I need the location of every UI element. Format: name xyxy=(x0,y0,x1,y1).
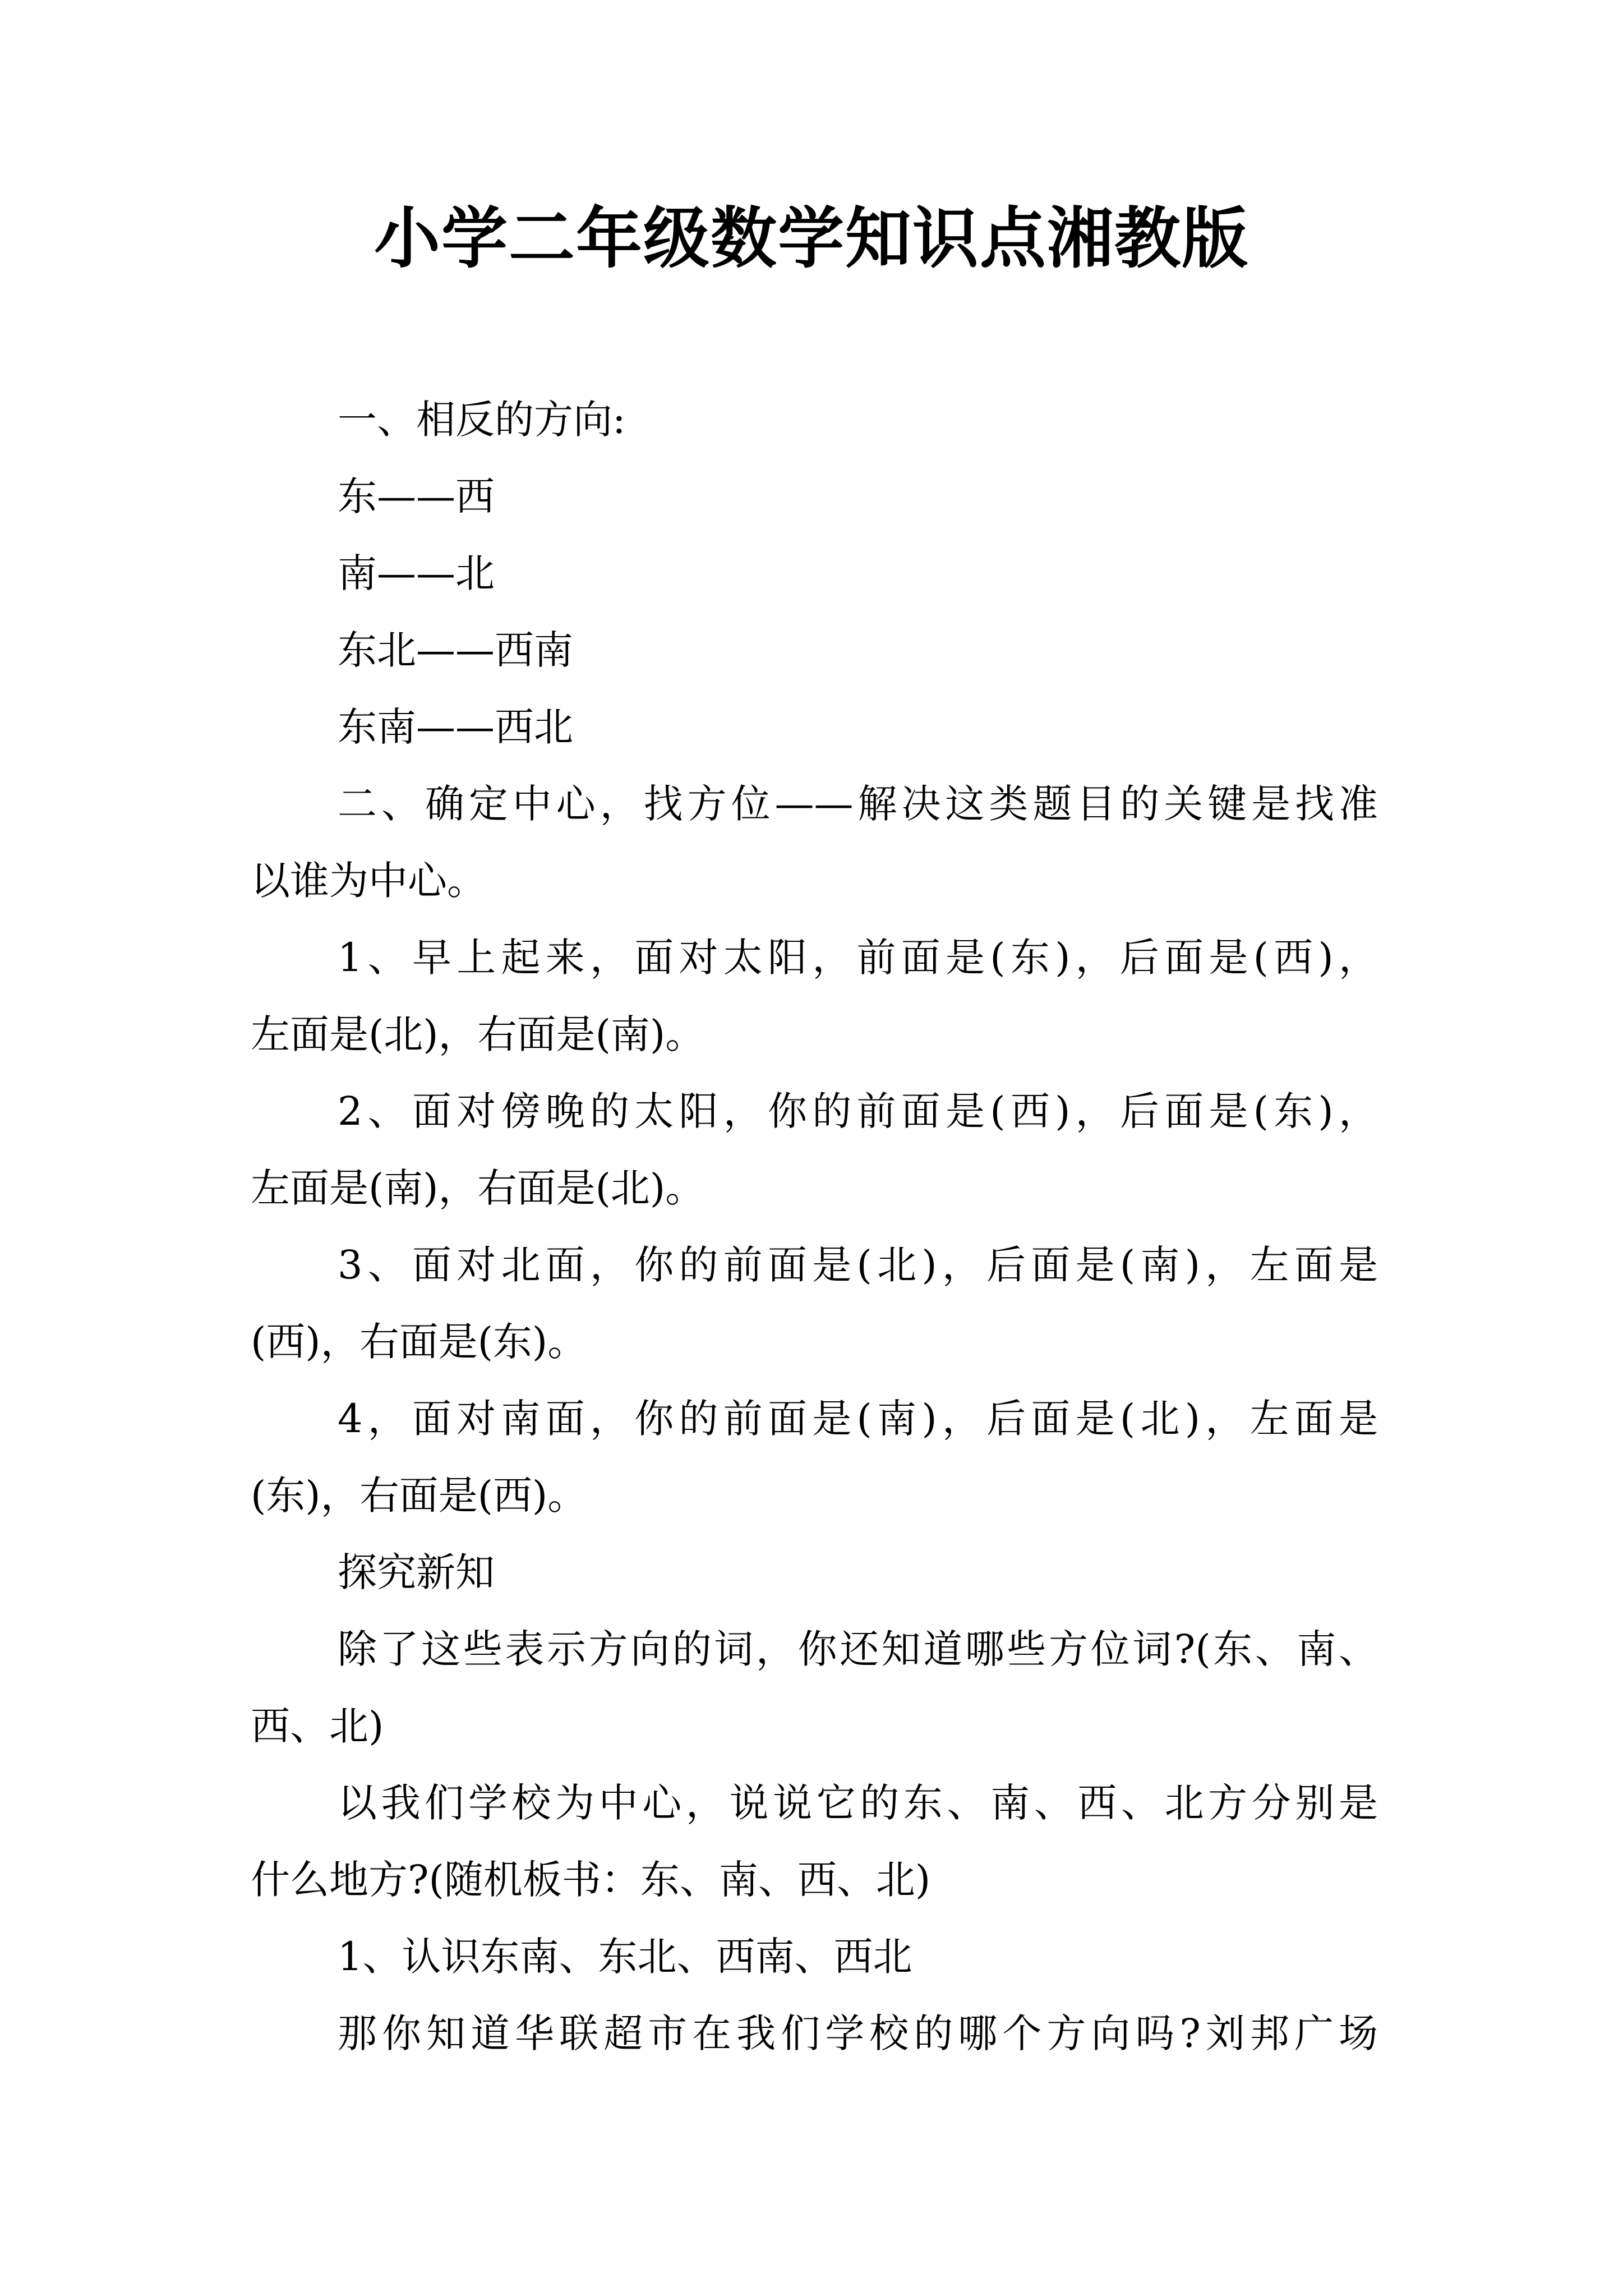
item-4-line-2: (东)，右面是(西)。 xyxy=(251,1473,587,1519)
question-supermarket-direction: 那你知道华联超市在我们学校的哪个方向吗?刘邦广场 xyxy=(338,2010,1378,2056)
item-1-line-2: 左面是(北)，右面是(南)。 xyxy=(251,1011,705,1057)
question-school-center-line-1: 以我们学校为中心，说说它的东、南、西、北方分别是 xyxy=(338,1780,1378,1826)
direction-pair-south-north: 南——北 xyxy=(338,550,495,596)
document-body xyxy=(251,381,1378,2072)
item-3-line-2: (西)，右面是(东)。 xyxy=(251,1319,587,1365)
item-2-line-1: 2、面对傍晚的太阳，你的前面是(西)，后面是(东)， xyxy=(338,1088,1378,1134)
heading-find-center-line-1: 二、确定中心，找方位——解决这类题目的关键是找准 xyxy=(338,781,1378,827)
subheading-intermediate-directions: 1、认识东南、东北、西南、西北 xyxy=(338,1934,912,1980)
direction-pair-northeast-southwest: 东北——西南 xyxy=(338,627,573,673)
question-direction-words-line-2: 西、北) xyxy=(251,1703,384,1749)
question-direction-words-line-1: 除了这些表示方向的词，你还知道哪些方位词?(东、南、 xyxy=(338,1626,1378,1672)
heading-find-center-line-2: 以谁为中心。 xyxy=(251,858,486,904)
item-2-line-2: 左面是(南)，右面是(北)。 xyxy=(251,1165,705,1211)
direction-pair-east-west: 东——西 xyxy=(338,473,495,519)
heading-opposite-directions: 一、相反的方向: xyxy=(338,397,626,443)
item-3-line-1: 3、面对北面，你的前面是(北)，后面是(南)，左面是 xyxy=(338,1242,1378,1288)
item-4-line-1: 4，面对南面，你的前面是(南)，后面是(北)，左面是 xyxy=(338,1396,1378,1442)
item-1-line-1: 1、早上起来，面对太阳，前面是(东)，后面是(西)， xyxy=(338,935,1378,981)
heading-explore-new-knowledge: 探究新知 xyxy=(338,1549,495,1595)
direction-pair-southeast-northwest: 东南——西北 xyxy=(338,704,573,750)
document-title: 小学二年级数学知识点湘教版 xyxy=(374,199,1249,277)
question-school-center-line-2: 什么地方?(随机板书：东、南、西、北) xyxy=(251,1857,931,1903)
